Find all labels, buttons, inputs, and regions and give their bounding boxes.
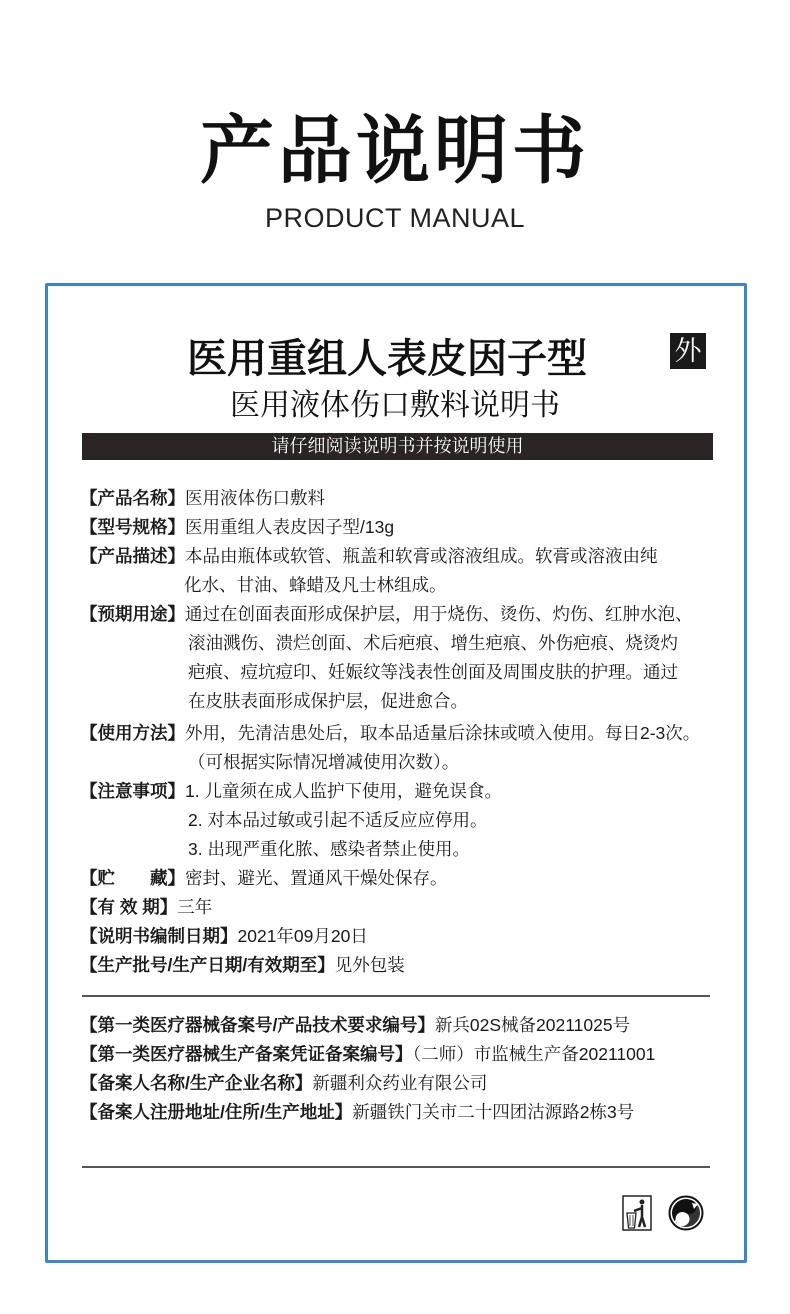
registration-value: 新疆利众药业有限公司 — [312, 1073, 488, 1093]
divider — [82, 1166, 710, 1168]
registration-row — [80, 1101, 634, 1123]
field-row — [188, 838, 470, 860]
field-value: （可根据实际情况增减使用次数）。 — [188, 752, 460, 772]
document-subtitle: 医用液体伤口敷料说明书 — [230, 389, 560, 422]
field-row — [80, 545, 658, 567]
registration-label: 【第一类医疗器械生产备案凭证备案编号】 — [80, 1044, 413, 1064]
field-row — [80, 867, 448, 889]
registration-value: 新兵02S械备20211025号 — [434, 1015, 631, 1035]
field-value: 本品由瓶体或软管、瓶盖和软膏或溶液组成。软膏或溶液由纯 — [185, 546, 658, 566]
external-use-badge: 外 — [670, 333, 706, 369]
registration-row — [80, 1072, 487, 1094]
field-row — [188, 751, 459, 773]
field-value: 医用重组人表皮因子型/13g — [185, 517, 395, 537]
field-value: 通过在创面表面形成保护层，用于烧伤、烫伤、灼伤、红肿水泡、 — [185, 604, 693, 624]
field-label: 【产品描述】 — [80, 546, 185, 566]
field-row — [188, 632, 678, 654]
trash-bin-icon — [622, 1195, 652, 1236]
registration-row — [80, 1043, 655, 1065]
registration-value: （二师）市监械生产备20211001 — [412, 1044, 656, 1064]
field-label: 【有 效 期】 — [80, 897, 178, 917]
field-row — [184, 574, 447, 596]
document-title: 医用重组人表皮因子型 — [187, 337, 587, 381]
field-row — [80, 487, 325, 509]
field-value: 医用液体伤口敷料 — [185, 488, 325, 508]
registration-row — [80, 1014, 630, 1036]
registration-value: 新疆铁门关市二十四团沽源路2栋3号 — [352, 1102, 635, 1122]
field-value: 在皮肤表面形成保护层，促进愈合。 — [188, 691, 468, 711]
field-label: 【说明书编制日期】 — [80, 926, 238, 946]
registration-label: 【备案人名称/生产企业名称】 — [80, 1073, 313, 1093]
divider — [82, 995, 710, 997]
field-label: 【注意事项】 — [80, 781, 185, 801]
field-value: 三年 — [177, 897, 213, 917]
field-row — [188, 809, 487, 831]
field-row — [188, 661, 678, 683]
field-value: 3. 出现严重化脓、感染者禁止使用。 — [188, 839, 470, 859]
field-row — [80, 603, 693, 625]
registration-label: 【第一类医疗器械备案号/产品技术要求编号】 — [80, 1015, 435, 1035]
page-title: 产品说明书 — [200, 109, 590, 192]
field-value: 滚油溅伤、溃烂创面、术后疤痕、增生疤痕、外伤疤痕、烧烫灼 — [188, 633, 678, 653]
field-value: 外用，先清洁患处后，取本品适量后涂抹或喷入使用。每日2-3次。 — [185, 723, 701, 743]
field-row — [80, 954, 405, 976]
field-value: 密封、避光、置通风干燥处保存。 — [185, 868, 448, 888]
field-value: 化水、甘油、蜂蜡及凡士林组成。 — [184, 575, 447, 595]
field-row — [80, 896, 212, 918]
field-label: 【型号规格】 — [80, 517, 185, 537]
field-row — [80, 516, 394, 538]
field-row — [80, 925, 368, 947]
notice-bar: 请仔细阅读说明书并按说明使用 — [82, 433, 713, 460]
field-value: 见外包装 — [334, 955, 405, 975]
field-label: 【预期用途】 — [80, 604, 185, 624]
field-label: 【使用方法】 — [80, 723, 185, 743]
page-subtitle: PRODUCT MANUAL — [264, 203, 526, 233]
registration-label: 【备案人注册地址/住所/生产地址】 — [80, 1102, 353, 1122]
field-row — [80, 780, 502, 802]
green-dot-recycle-icon — [668, 1195, 704, 1236]
field-label: 【生产批号/生产日期/有效期至】 — [80, 955, 335, 975]
field-value: 1. 儿童须在成人监护下使用，避免误食。 — [185, 781, 502, 801]
field-value: 疤痕、痘坑痘印、妊娠纹等浅表性创面及周围皮肤的护理。通过 — [188, 662, 678, 682]
field-row — [188, 690, 468, 712]
field-label: 【产品名称】 — [80, 488, 185, 508]
field-label: 【贮 藏】 — [80, 868, 185, 888]
field-value: 2. 对本品过敏或引起不适反应应停用。 — [188, 810, 488, 830]
field-value: 2021年09月20日 — [237, 926, 368, 946]
field-row — [80, 722, 700, 744]
